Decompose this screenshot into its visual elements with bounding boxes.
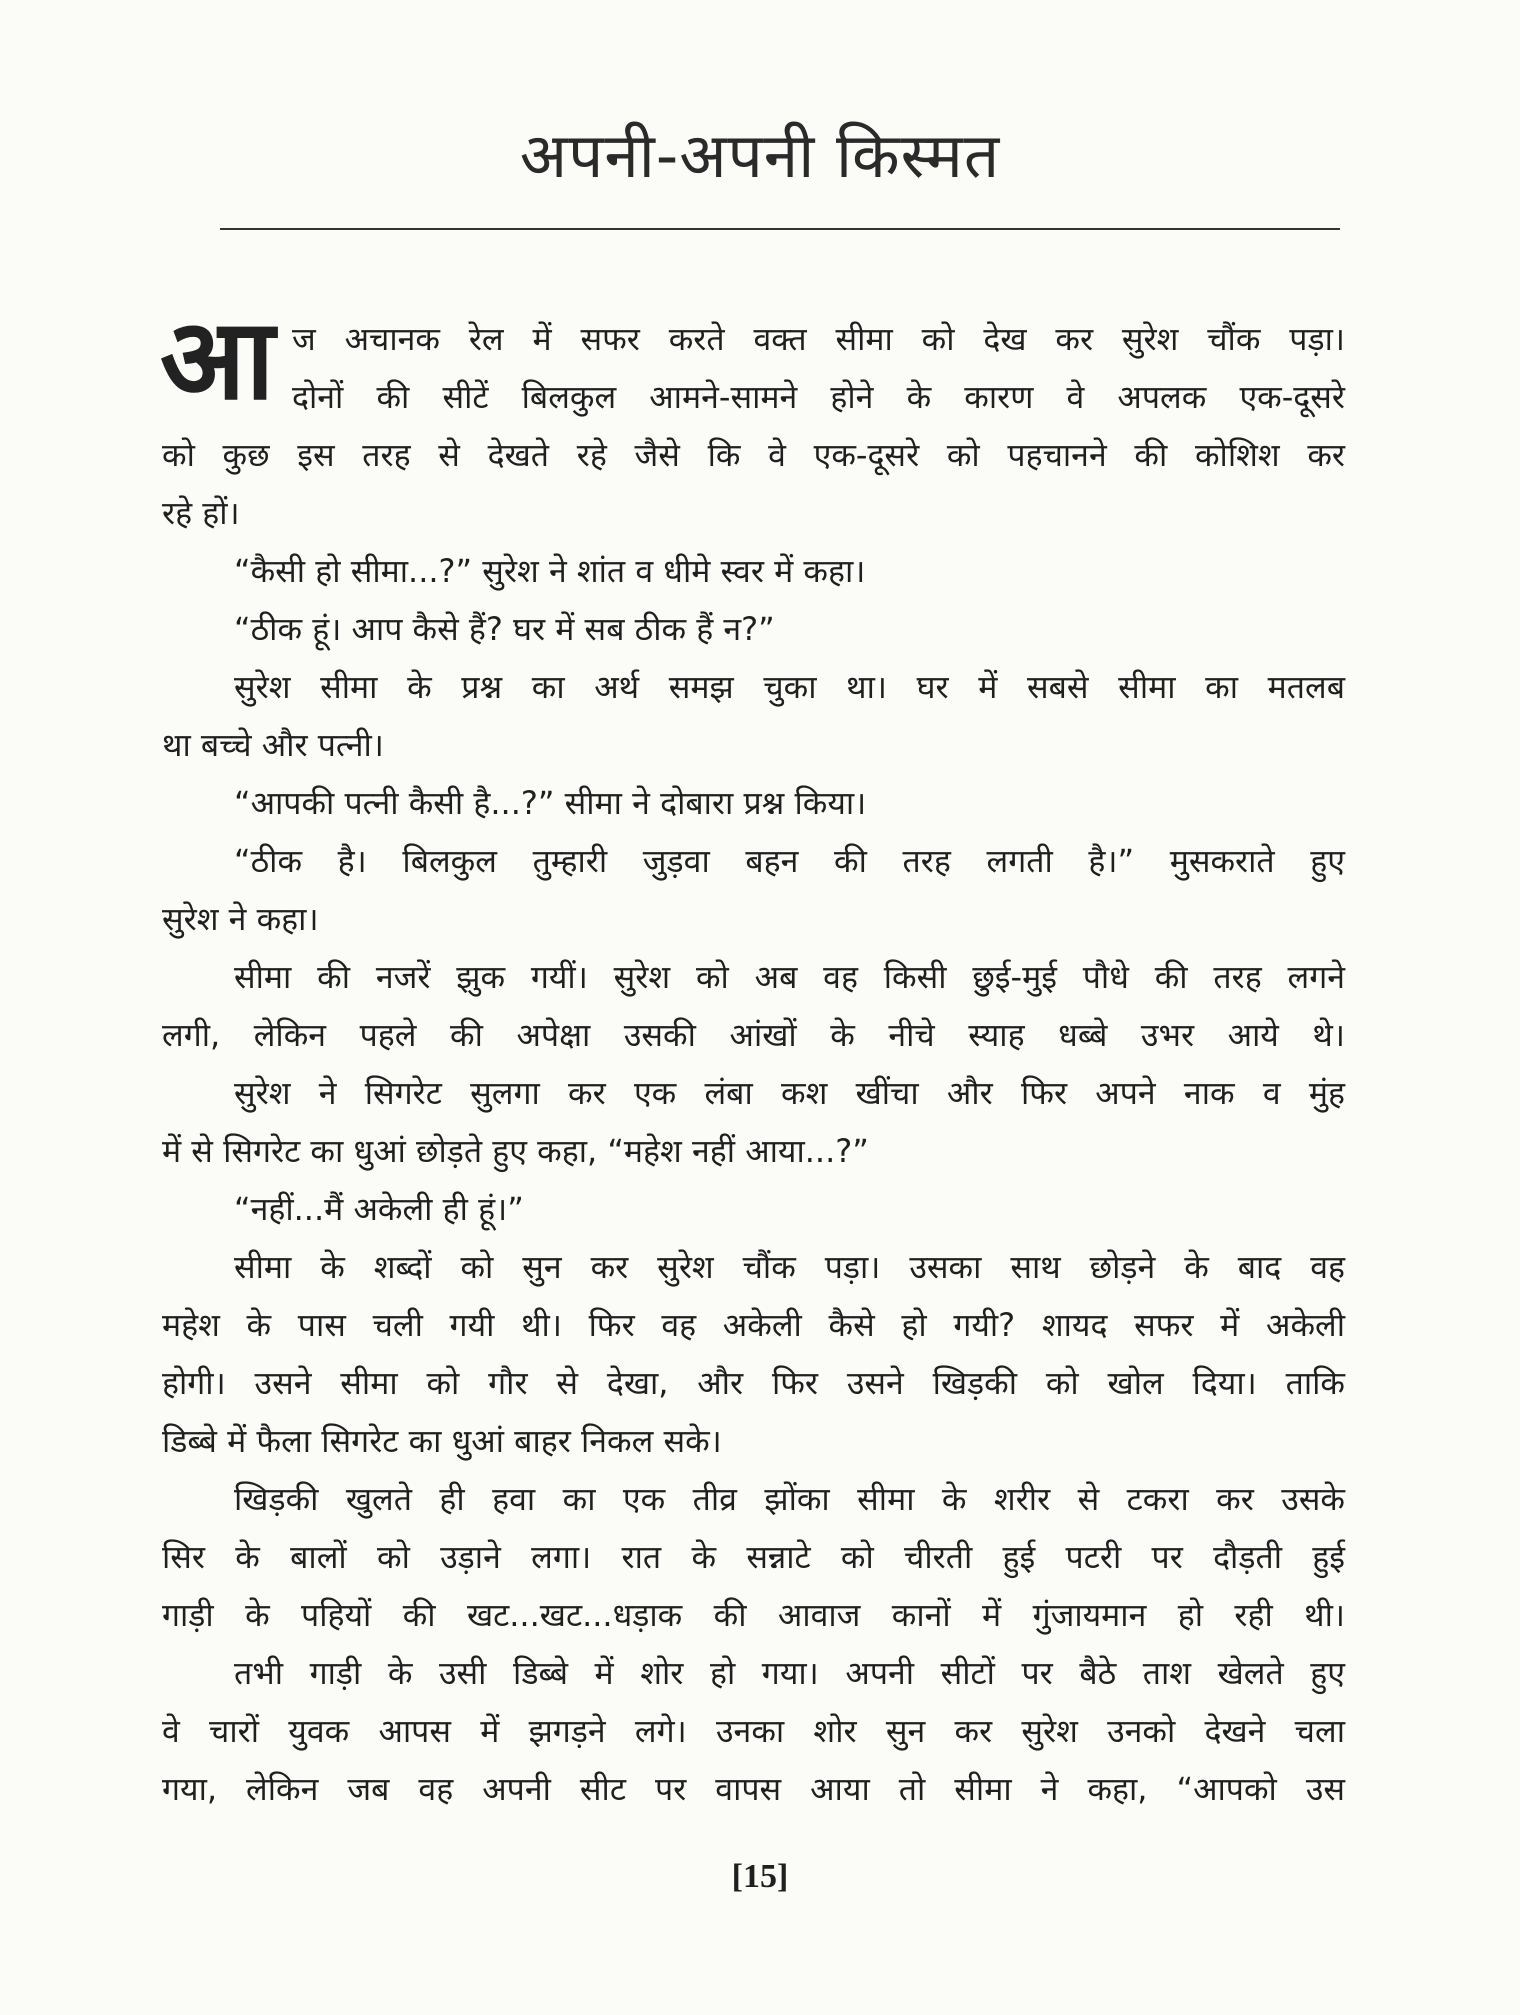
text-line: “ठीक है। बिलकुल तुम्हारी जुड़वा बहन की तरह लगती है।” मुसकराते हुए	[234, 842, 1345, 880]
text-line: लगी, लेकिन पहले की अपेक्षा उसकी आंखों के नीचे स्याह धब्बे उभर आये थे।	[162, 1016, 1345, 1054]
text-line: में से सिगरेट का धुआं छोड़ते हुए कहा, “महेश नहीं आया...?”	[162, 1132, 869, 1170]
story-text	[162, 310, 1345, 1818]
text-line: सुरेश ने सिगरेट सुलगा कर एक लंबा कश खींचा और फिर अपने नाक व मुंह	[234, 1074, 1345, 1112]
text-line: रहे हों।	[162, 494, 240, 532]
text-line: होगी। उसने सीमा को गौर से देखा, और फिर उसने खिड़की को खोल दिया। ताकि	[162, 1364, 1345, 1402]
text-line: को कुछ इस तरह से देखते रहे जैसे कि वे एक-दूसरे को पहचानने की कोशिश कर	[162, 436, 1345, 474]
text-line: तभी गाड़ी के उसी डिब्बे में शोर हो गया। अपनी सीटों पर बैठे ताश खेलते हुए	[234, 1654, 1345, 1692]
text-line: “आपकी पत्नी कैसी है...?” सीमा ने दोबारा प्रश्न किया।	[234, 784, 867, 822]
text-line: वे चारों युवक आपस में झगड़ने लगे। उनका शोर सुन कर सुरेश उनको देखने चला	[162, 1712, 1345, 1750]
text-line: गया, लेकिन जब वह अपनी सीट पर वापस आया तो सीमा ने कहा, “आपको उस	[162, 1770, 1345, 1808]
text-line: “ठीक हूं। आप कैसे हैं? घर में सब ठीक हैं न?”	[234, 610, 775, 648]
drop-cap: आ	[160, 295, 275, 425]
text-line: महेश के पास चली गयी थी। फिर वह अकेली कैसे हो गयी? शायद सफर में अकेली	[162, 1306, 1345, 1344]
text-line: गाड़ी के पहियों की खट...खट...धड़ाक की आवाज कानों में गुंजायमान हो रही थी।	[162, 1596, 1345, 1634]
text-line: सीमा के शब्दों को सुन कर सुरेश चौंक पड़ा। उसका साथ छोड़ने के बाद वह	[234, 1248, 1345, 1286]
text-line: सुरेश ने कहा।	[162, 900, 319, 938]
text-line: दोनों की सीटें बिलकुल आमने-सामने होने के कारण वे अपलक एक-दूसरे	[292, 378, 1345, 416]
title-divider	[220, 228, 1340, 230]
text-line: “कैसी हो सीमा...?” सुरेश ने शांत व धीमे स्वर में कहा।	[234, 552, 866, 590]
text-line: सुरेश सीमा के प्रश्न का अर्थ समझ चुका था। घर में सबसे सीमा का मतलब	[234, 668, 1345, 706]
text-line: खिड़की खुलते ही हवा का एक तीव्र झोंका सीमा के शरीर से टकरा कर उसके	[234, 1480, 1345, 1518]
page-number: [15]	[731, 1858, 789, 1895]
text-line: ज अचानक रेल में सफर करते वक्त सीमा को देख कर सुरेश चौंक पड़ा।	[292, 320, 1345, 358]
text-line: था बच्चे और पत्नी।	[162, 726, 384, 764]
text-line: डिब्बे में फैला सिगरेट का धुआं बाहर निकल सके।	[162, 1422, 722, 1460]
chapter-title: अपनी-अपनी किस्मत	[519, 119, 1001, 192]
text-line: सिर के बालों को उड़ाने लगा। रात के सन्नाटे को चीरती हुई पटरी पर दौड़ती हुई	[162, 1538, 1345, 1576]
text-line: सीमा की नजरें झुक गयीं। सुरेश को अब वह किसी छुई-मुई पौधे की तरह लगने	[234, 958, 1345, 996]
text-line: “नहीं...मैं अकेली ही हूं।”	[234, 1190, 524, 1228]
